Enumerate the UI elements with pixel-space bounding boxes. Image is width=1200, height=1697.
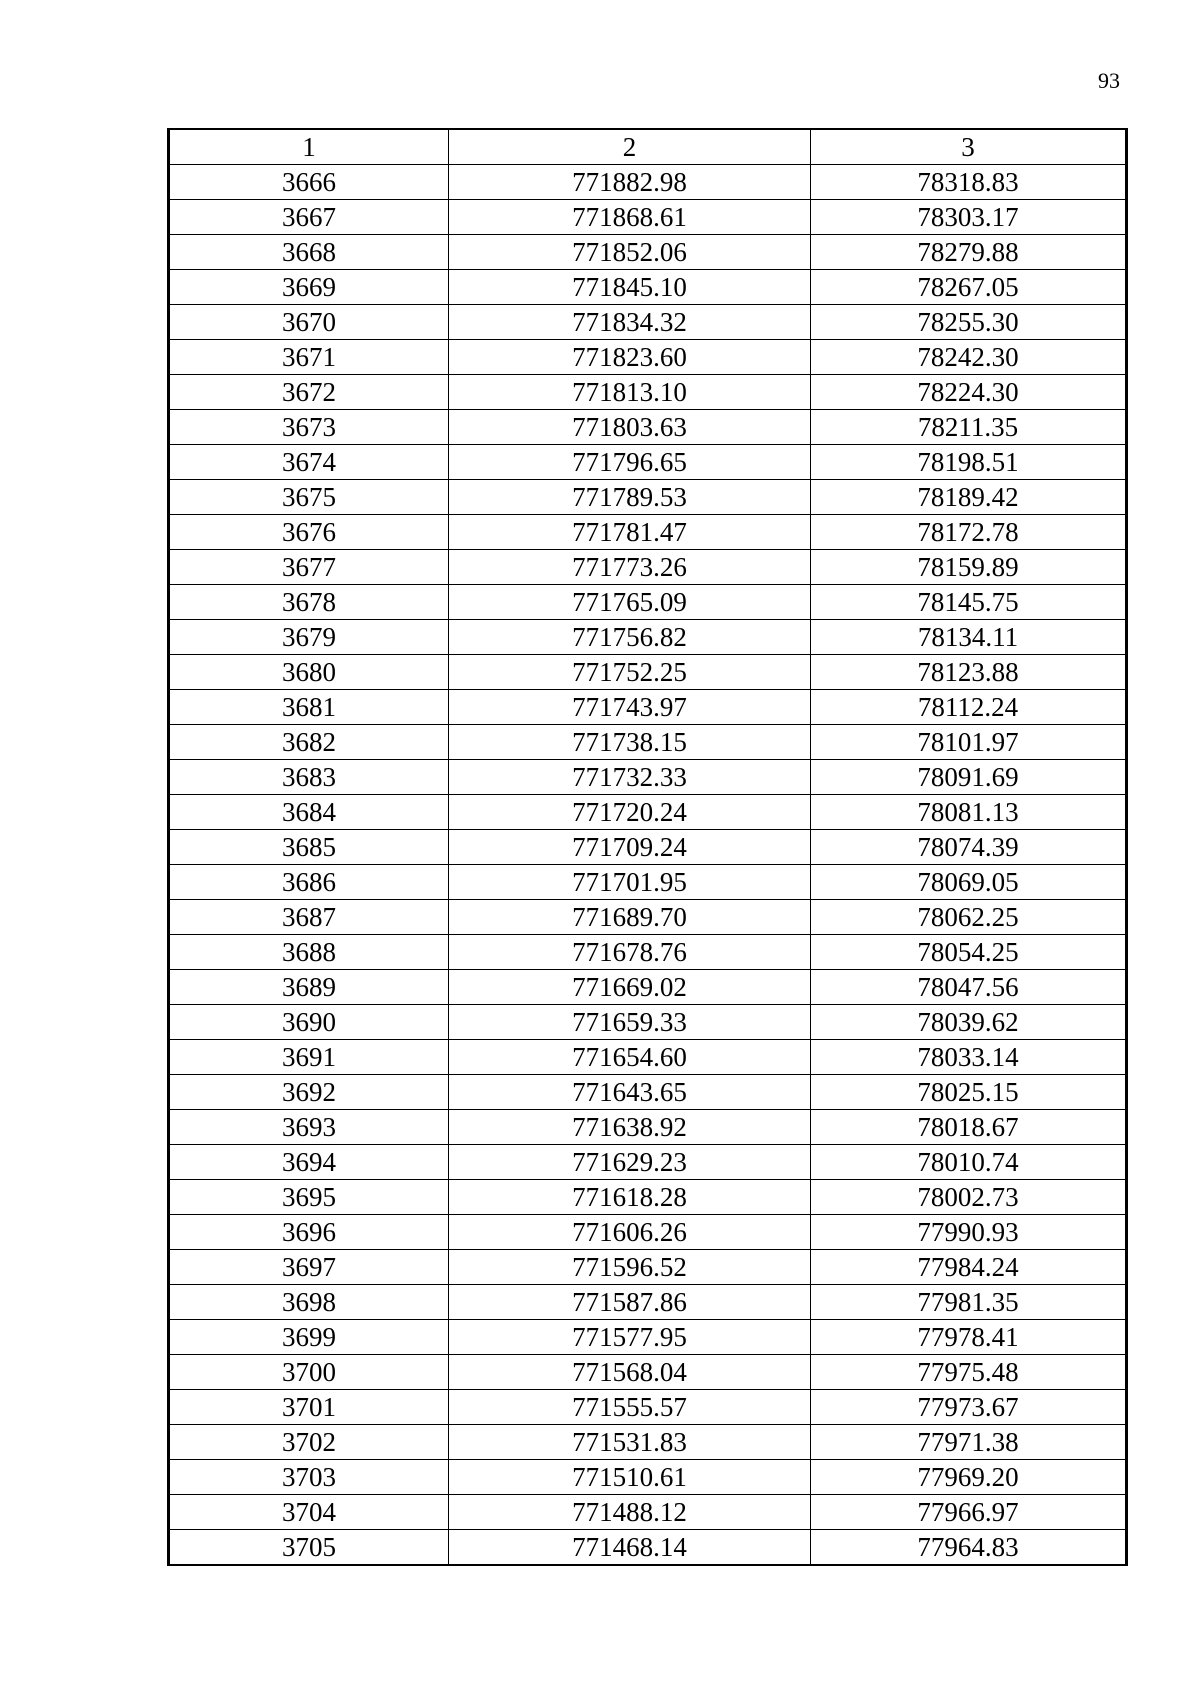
table-row: [169, 690, 1127, 725]
point-number-cell: 3704: [169, 1495, 449, 1530]
x-coordinate-cell: 771555.57: [449, 1390, 811, 1425]
y-coordinate-cell: 78267.05: [811, 270, 1127, 305]
point-number-cell: 3693: [169, 1110, 449, 1145]
point-number-cell: 3676: [169, 515, 449, 550]
x-coordinate-cell: 771738.15: [449, 725, 811, 760]
table-row: [169, 1320, 1127, 1355]
x-coordinate-cell: 771845.10: [449, 270, 811, 305]
x-coordinate-cell: 771852.06: [449, 235, 811, 270]
y-coordinate-cell: 78134.11: [811, 620, 1127, 655]
table-row: [169, 165, 1127, 200]
x-coordinate-cell: 771720.24: [449, 795, 811, 830]
table-row: [169, 830, 1127, 865]
table-row: [169, 375, 1127, 410]
table-body: [169, 165, 1127, 1566]
table-row: [169, 1145, 1127, 1180]
x-coordinate-cell: 771577.95: [449, 1320, 811, 1355]
y-coordinate-cell: 78279.88: [811, 235, 1127, 270]
point-number-cell: 3681: [169, 690, 449, 725]
y-coordinate-cell: 78242.30: [811, 340, 1127, 375]
y-coordinate-cell: 78039.62: [811, 1005, 1127, 1040]
table-row: [169, 585, 1127, 620]
y-coordinate-cell: 78025.15: [811, 1075, 1127, 1110]
x-coordinate-cell: 771689.70: [449, 900, 811, 935]
table-row: [169, 200, 1127, 235]
point-number-cell: 3673: [169, 410, 449, 445]
point-number-cell: 3683: [169, 760, 449, 795]
table-row: [169, 1040, 1127, 1075]
x-coordinate-cell: 771659.33: [449, 1005, 811, 1040]
point-number-cell: 3679: [169, 620, 449, 655]
table-row: [169, 445, 1127, 480]
coordinates-table: [167, 128, 1128, 1566]
y-coordinate-cell: 78123.88: [811, 655, 1127, 690]
point-number-cell: 3668: [169, 235, 449, 270]
point-number-cell: 3687: [169, 900, 449, 935]
y-coordinate-cell: 78091.69: [811, 760, 1127, 795]
point-number-cell: 3684: [169, 795, 449, 830]
table-row: [169, 235, 1127, 270]
header-row: [169, 129, 1127, 165]
point-number-cell: 3667: [169, 200, 449, 235]
y-coordinate-cell: 78018.67: [811, 1110, 1127, 1145]
point-number-cell: 3685: [169, 830, 449, 865]
x-coordinate-cell: 771587.86: [449, 1285, 811, 1320]
point-number-cell: 3691: [169, 1040, 449, 1075]
table-row: [169, 270, 1127, 305]
point-number-cell: 3669: [169, 270, 449, 305]
y-coordinate-cell: 78101.97: [811, 725, 1127, 760]
column-header-1: 1: [169, 129, 449, 165]
table-row: [169, 1075, 1127, 1110]
point-number-cell: 3694: [169, 1145, 449, 1180]
point-number-cell: 3696: [169, 1215, 449, 1250]
point-number-cell: 3682: [169, 725, 449, 760]
y-coordinate-cell: 77966.97: [811, 1495, 1127, 1530]
x-coordinate-cell: 771596.52: [449, 1250, 811, 1285]
x-coordinate-cell: 771756.82: [449, 620, 811, 655]
y-coordinate-cell: 77978.41: [811, 1320, 1127, 1355]
x-coordinate-cell: 771654.60: [449, 1040, 811, 1075]
table-row: [169, 480, 1127, 515]
table-row: [169, 970, 1127, 1005]
point-number-cell: 3690: [169, 1005, 449, 1040]
point-number-cell: 3689: [169, 970, 449, 1005]
x-coordinate-cell: 771813.10: [449, 375, 811, 410]
y-coordinate-cell: 78010.74: [811, 1145, 1127, 1180]
x-coordinate-cell: 771823.60: [449, 340, 811, 375]
table-row: [169, 1495, 1127, 1530]
point-number-cell: 3674: [169, 445, 449, 480]
x-coordinate-cell: 771638.92: [449, 1110, 811, 1145]
y-coordinate-cell: 78033.14: [811, 1040, 1127, 1075]
table-row: [169, 760, 1127, 795]
y-coordinate-cell: 78189.42: [811, 480, 1127, 515]
table-row: [169, 620, 1127, 655]
x-coordinate-cell: 771781.47: [449, 515, 811, 550]
y-coordinate-cell: 77971.38: [811, 1425, 1127, 1460]
x-coordinate-cell: 771773.26: [449, 550, 811, 585]
table-row: [169, 305, 1127, 340]
y-coordinate-cell: 78211.35: [811, 410, 1127, 445]
y-coordinate-cell: 77990.93: [811, 1215, 1127, 1250]
y-coordinate-cell: 77964.83: [811, 1530, 1127, 1566]
y-coordinate-cell: 78112.24: [811, 690, 1127, 725]
x-coordinate-cell: 771488.12: [449, 1495, 811, 1530]
table-row: [169, 1530, 1127, 1566]
x-coordinate-cell: 771868.61: [449, 200, 811, 235]
y-coordinate-cell: 77973.67: [811, 1390, 1127, 1425]
y-coordinate-cell: 78172.78: [811, 515, 1127, 550]
y-coordinate-cell: 77975.48: [811, 1355, 1127, 1390]
table-row: [169, 1285, 1127, 1320]
table-row: [169, 795, 1127, 830]
x-coordinate-cell: 771510.61: [449, 1460, 811, 1495]
table-row: [169, 865, 1127, 900]
x-coordinate-cell: 771789.53: [449, 480, 811, 515]
y-coordinate-cell: 78054.25: [811, 935, 1127, 970]
table-row: [169, 1110, 1127, 1145]
x-coordinate-cell: 771743.97: [449, 690, 811, 725]
page-number: 93: [1098, 68, 1120, 93]
y-coordinate-cell: 78069.05: [811, 865, 1127, 900]
table-row: [169, 340, 1127, 375]
y-coordinate-cell: 77969.20: [811, 1460, 1127, 1495]
point-number-cell: 3697: [169, 1250, 449, 1285]
y-coordinate-cell: 78198.51: [811, 445, 1127, 480]
column-header-2: 2: [449, 129, 811, 165]
point-number-cell: 3698: [169, 1285, 449, 1320]
table-row: [169, 515, 1127, 550]
column-header-3: 3: [811, 129, 1127, 165]
table-row: [169, 1250, 1127, 1285]
table-row: [169, 1180, 1127, 1215]
point-number-cell: 3675: [169, 480, 449, 515]
x-coordinate-cell: 771618.28: [449, 1180, 811, 1215]
y-coordinate-cell: 78062.25: [811, 900, 1127, 935]
point-number-cell: 3666: [169, 165, 449, 200]
y-coordinate-cell: 78255.30: [811, 305, 1127, 340]
y-coordinate-cell: 77981.35: [811, 1285, 1127, 1320]
point-number-cell: 3686: [169, 865, 449, 900]
x-coordinate-cell: 771834.32: [449, 305, 811, 340]
y-coordinate-cell: 77984.24: [811, 1250, 1127, 1285]
point-number-cell: 3688: [169, 935, 449, 970]
x-coordinate-cell: 771803.63: [449, 410, 811, 445]
point-number-cell: 3702: [169, 1425, 449, 1460]
table-row: [169, 1425, 1127, 1460]
y-coordinate-cell: 78081.13: [811, 795, 1127, 830]
y-coordinate-cell: 78074.39: [811, 830, 1127, 865]
table-row: [169, 655, 1127, 690]
table-row: [169, 1460, 1127, 1495]
point-number-cell: 3677: [169, 550, 449, 585]
table-row: [169, 410, 1127, 445]
point-number-cell: 3692: [169, 1075, 449, 1110]
table-row: [169, 725, 1127, 760]
x-coordinate-cell: 771796.65: [449, 445, 811, 480]
y-coordinate-cell: 78002.73: [811, 1180, 1127, 1215]
y-coordinate-cell: 78047.56: [811, 970, 1127, 1005]
x-coordinate-cell: 771568.04: [449, 1355, 811, 1390]
y-coordinate-cell: 78224.30: [811, 375, 1127, 410]
table-row: [169, 900, 1127, 935]
point-number-cell: 3680: [169, 655, 449, 690]
point-number-cell: 3699: [169, 1320, 449, 1355]
x-coordinate-cell: 771643.65: [449, 1075, 811, 1110]
point-number-cell: 3672: [169, 375, 449, 410]
x-coordinate-cell: 771701.95: [449, 865, 811, 900]
x-coordinate-cell: 771606.26: [449, 1215, 811, 1250]
table-row: [169, 1355, 1127, 1390]
table-header: [169, 129, 1127, 165]
x-coordinate-cell: 771765.09: [449, 585, 811, 620]
x-coordinate-cell: 771678.76: [449, 935, 811, 970]
y-coordinate-cell: 78303.17: [811, 200, 1127, 235]
x-coordinate-cell: 771732.33: [449, 760, 811, 795]
point-number-cell: 3695: [169, 1180, 449, 1215]
table-row: [169, 935, 1127, 970]
table-row: [169, 550, 1127, 585]
x-coordinate-cell: 771629.23: [449, 1145, 811, 1180]
point-number-cell: 3705: [169, 1530, 449, 1566]
table-row: [169, 1215, 1127, 1250]
y-coordinate-cell: 78318.83: [811, 165, 1127, 200]
x-coordinate-cell: 771531.83: [449, 1425, 811, 1460]
x-coordinate-cell: 771669.02: [449, 970, 811, 1005]
x-coordinate-cell: 771752.25: [449, 655, 811, 690]
y-coordinate-cell: 78159.89: [811, 550, 1127, 585]
point-number-cell: 3678: [169, 585, 449, 620]
x-coordinate-cell: 771468.14: [449, 1530, 811, 1566]
point-number-cell: 3700: [169, 1355, 449, 1390]
point-number-cell: 3671: [169, 340, 449, 375]
y-coordinate-cell: 78145.75: [811, 585, 1127, 620]
point-number-cell: 3703: [169, 1460, 449, 1495]
point-number-cell: 3701: [169, 1390, 449, 1425]
table-row: [169, 1005, 1127, 1040]
x-coordinate-cell: 771709.24: [449, 830, 811, 865]
x-coordinate-cell: 771882.98: [449, 165, 811, 200]
table-row: [169, 1390, 1127, 1425]
point-number-cell: 3670: [169, 305, 449, 340]
